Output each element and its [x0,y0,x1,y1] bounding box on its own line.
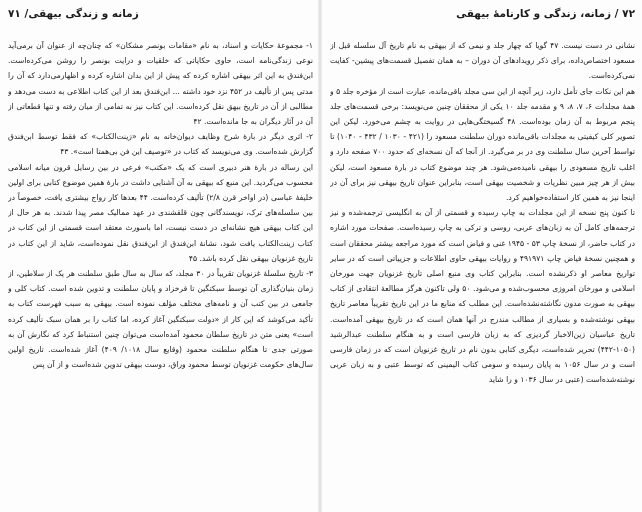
right-paragraph: تا کنون پنج نسخه از این مجلدات به چاپ رسیده و قسمتی از آن به انگلیسی ترجمه‌شده و نیز ترجمه‌های کامل آن به زبان‌های عربی، روسی و ترکی به چاپ رسیده‌است. صفحات مورد اشاره در کتاب حاضر، از نسخهٔ چاپ ۵۳ - ۱۹۴۵ غنی و فیاض است که مورد مراجعه بیشتر محققان است و همچنین نسخهٔ فیاض چاپ ۴۹۱۹۷۱ و روایات بیهقی حاوی اطلاعات و جزییاتی است که در سایر تواریخ معاصر او ذکرنشده است. بنابراین کتاب وی منبع اصلی تاریخ غزنویان جهت مورخان اسلامی و مورخان امروزی محسوب‌شده و می‌شود. ۵۰ ولی تاکنون هرگز مطالعهٔ انتقادی از کتاب بیهقی به صورت مدون نگاشته‌نشده‌است. این مطلب که منابع ما در این تاریخ تقریباً معاصر تاریخ بیهقی نوشته‌شده و بسیاری از مطالب مندرج در آنها همان است که در تاریخ بیهقی آمده‌است. تاریخ عباسیان زین‌الاخبار گردیزی که به زبان فارسی است و به هنگام سلطنت عبدالرشید (۱۰۵۰-۴۴۲) تحریر شده‌است، دیگری کتابی بدون نام در تاریخ غزنویان است که در زمان فارسی است و در سال ۱۰۵۶ به پایان رسیده و سومی کتاب الیمینی که توسط عتبی و به زبان عربی نوشته‌شده‌است (عتبی در سال ۱۰۳۶ و را شاید [330,208,635,385]
left-paragraph: ۲- اثری دیگر در بارهٔ شرح وظایف دیوان‌خانه به نام «زینت‌الکتاب» که فقط توسط ابن‌فندق گزارش شده‌است. وی می‌نویسد که کتاب در «توصیف این فن بی‌همتا است». ۴۳ [8,132,313,157]
left-page-body [8,38,313,372]
left-paragraph: ۳- تاریخ سلسلهٔ غزنویان تقریباً در ۳۰ مجلد، که سال به سال طبق سلطنت هر یک از سلاطین، از زمان بنیان‌گذاری آن توسط سبکتگین تا فرخزاد و پایان سلطنت و تدوین شده است. کتاب کلی و جامعی در بین کتب آن و نامه‌های مختلف مؤلف نموده است. بیهقی به سبب فهرست کتاب به تأکید می‌کوشد که این کار از «دولت سبکتگین آغاز کرده، اما کتاب را بر همان سبک تألیف کرده است» یعنی متن در تاریخ سلطان محمود آمده‌است می‌توان چنین استنباط کرد که نگارش آن به صورتی جدی تا هنگام سلطنت محمود (وقایع سال ۱۰۱۸/ ۴۰۹) آغاز شده‌است. تاریخ اولین سال‌های حکومت غزنویان توسط محمود وراق، دوست بیهقی تدوین شده‌است و از آن پس [8,269,313,370]
book-gutter [318,0,322,512]
left-page-header: زمانه و زندگی بیهقی/ ۷۱ [8,8,139,20]
right-page-body [330,38,635,388]
left-paragraph: ۱- مجموعهٔ حکایات و اسناد، به نام «مقامات بونصر مشکان» که چنان‌چه از عنوان آن برمی‌آید نوعی زندگی‌نامه است، حاوی حکایاتی که خلقیات و درایت بونصر را روشن می‌کرده‌است. ابن‌فندق به این اثر بیهقی اشاره کرده که پیش از این بدان اشاره کرده و اظهارمی‌دارد که آن را مدتی پس از تألیف در ۴۵۲ نزد خود داشته ... ابن‌فندق بعد از این کتاب اطلاعی به دست می‌دهد و مطالبی از آن در تاریخ بیهق نقل کرده‌است. این کتاب نیز به تمامی از میان رفته و تنها قطعاتی از آن در آثار دیگران به جا مانده‌است. ۴۲ [8,41,313,127]
right-paragraph: نشانی در دست نیست. ۴۷ گویا که چهار جلد و نیمی که از بیهقی به نام تاریخ آل سلسله قبل از مسعود اختصاص‌داده، برای ذکر رویدادهای آن دوران – به همان تفصیل قسمت‌های پیشین- کفایت نمی‌کرده‌است. [330,41,635,81]
right-paragraph: هم این نکات جای تأمل دارد، زیر آنچه از این سی مجلد باقی‌مانده، عبارت است از مؤخره جلد ۵ و همهٔ مجلدات ۶، ۷، ۸، ۹ و مقدمه جلد ۱۰ یکی از محققان چنین می‌نویسد: برخی قسمت‌های جلد پنجم مربوط به آن زمان بوده‌است. ۴۸ گسیختگی‌هایی در روایت به چشم می‌خورد. لیکن این تصویر کلی کیفیتی به مجلدات باقی‌مانده دوران سلطنت مسعود را (۴۲۱ - ۱۰۳۰ / ۴۳۲ - ۱۰۴۰) تا تواسط آخرین سال سلطنت وی در بر می‌گیرد. از آنجا که آن نسخه‌ای که حدود ۷۰۰ صفحه دارد و اغلب تاریخ مسعودی را بیهقی نامیده‌می‌شود. هر چند موضوع کتاب در بارهٔ مسعود است، لیکن بیش از هر چیز مبین نظریات و شخصیت بیهقی است، بنابراین عنوان تاریخ بیهقی نیز برای آن در اینجا نیز به همین کار استفاده‌خواهیم کرد. [330,86,635,203]
right-page-header: ۷۲ / زمانه، زندگی و کارنامهٔ بیهقی [456,8,635,20]
left-page [8,0,313,512]
right-page [330,0,635,512]
left-paragraph: این رساله در بارهٔ هنر دبیری است که یک «مکتب» فرعی در بین رسایل قرون میانه اسلامی محسوب می‌گردید. این منبع که بیهقی به آن آشنایی داشت در بارهٔ همین موضوع کتابی برای اولین خلیفهٔ عباسی (در اواخر قرن ۲/۸) تألیف کرده‌است. ۴۴ بعدها کار رواج بیشتری یافت، خصوصاً در بین سلسله‌های ترک، نویسندگانی چون قلقشندی در عهد ممالیک مصر پیدا شدند. به هر حال از این کتاب بیهقی هیچ نشانه‌ای در دست نیست، اما باسورث معتقد است قسمتی از این کتاب در کتاب زینت‌الکتاب یافت شود، نشانهٔ ابن‌فندق از ابن‌فندق نقل نموده‌است، شاید از این کتاب در تاریخ غزنویان بیهقی نقل کرده باشد. ۴۵ [8,162,313,263]
